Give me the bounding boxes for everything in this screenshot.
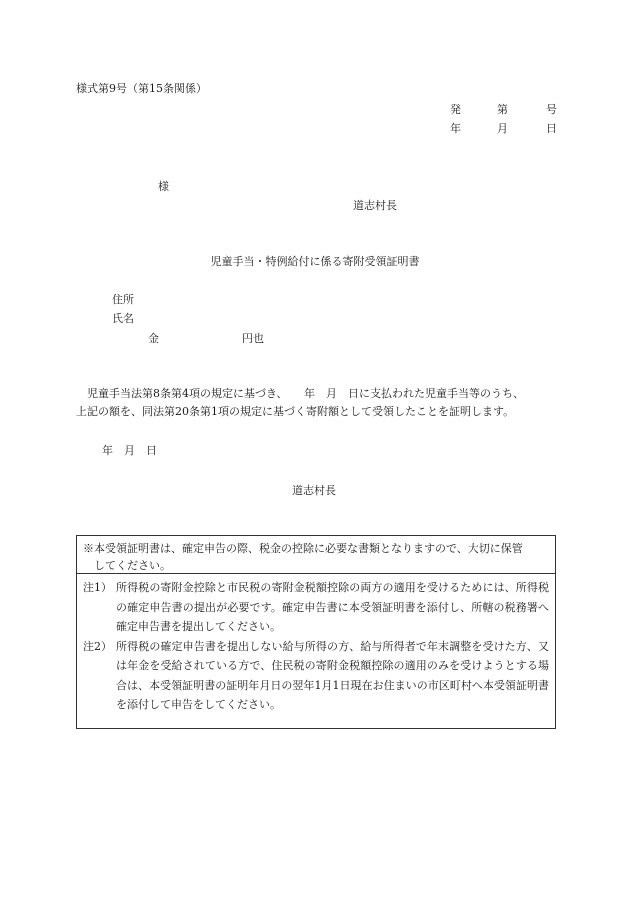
certification-date: 年 月 日 [102,444,157,457]
note-item-1 [77,578,555,637]
name-label: 氏名 [112,312,134,325]
note-tag: 注1） [83,581,112,594]
issue-dai: 第 [497,103,508,116]
notes-header-line-2: してください。 [94,559,171,572]
note-text: 所得税の確定申告書を提出しない給与所得の方、給与所得者で年末調整を受けた方、又は年金を受給されている方で、住民税の寄附金税額控除の適用のみを受けようとする場合は、本受領証明書の証明年月日の翌年1月1日現在お住まいの市区町村へ本受領証明書を添付して申告をしてください。 [116,639,549,711]
issuer-name-top: 道志村長 [353,199,397,212]
notes-list [77,578,555,715]
notes-header [77,536,555,574]
issuer-name-bottom: 道志村長 [292,484,336,497]
issue-go: 号 [546,103,557,116]
note-tag: 注2） [83,639,112,653]
issue-hatsu: 発 [450,103,461,116]
amount-prefix: 金 [148,332,159,345]
statement-line-2: 上記の額を、同法第20条第1項の規定に基づく寄附額として受領したことを証明します。 [76,405,515,418]
form-number-label: 様式第9号（第15条関係） [76,82,207,95]
note-text: 所得税の寄附金控除と市民税の寄附金税額控除の両方の適用を受けるためには、所得税の確定申告書の提出が必要です。確定申告書に本受領証明書を添付し、所轄の税務署へ確定申告書を提出してください。 [116,581,549,633]
note-item-2 [77,637,555,715]
amount-suffix: 円也 [242,332,264,345]
document-title: 児童手当・特例給付に係る寄附受領証明書 [210,255,420,268]
statement-line-1: 児童手当法第8条第4項の規定に基づき、 年 月 日に支払われた児童手当等のうち、 [87,387,525,400]
notes-header-line-1: ※本受領証明書は、確定申告の際、税金の控除に必要な書類となりますので、大切に保管 [83,542,523,555]
certification-statement [76,385,566,421]
header-month: 月 [497,122,508,135]
addressee-honorific: 様 [158,180,169,193]
notes-box [76,535,556,729]
header-day: 日 [546,122,557,135]
header-year: 年 [450,122,461,135]
address-label: 住所 [112,293,134,306]
